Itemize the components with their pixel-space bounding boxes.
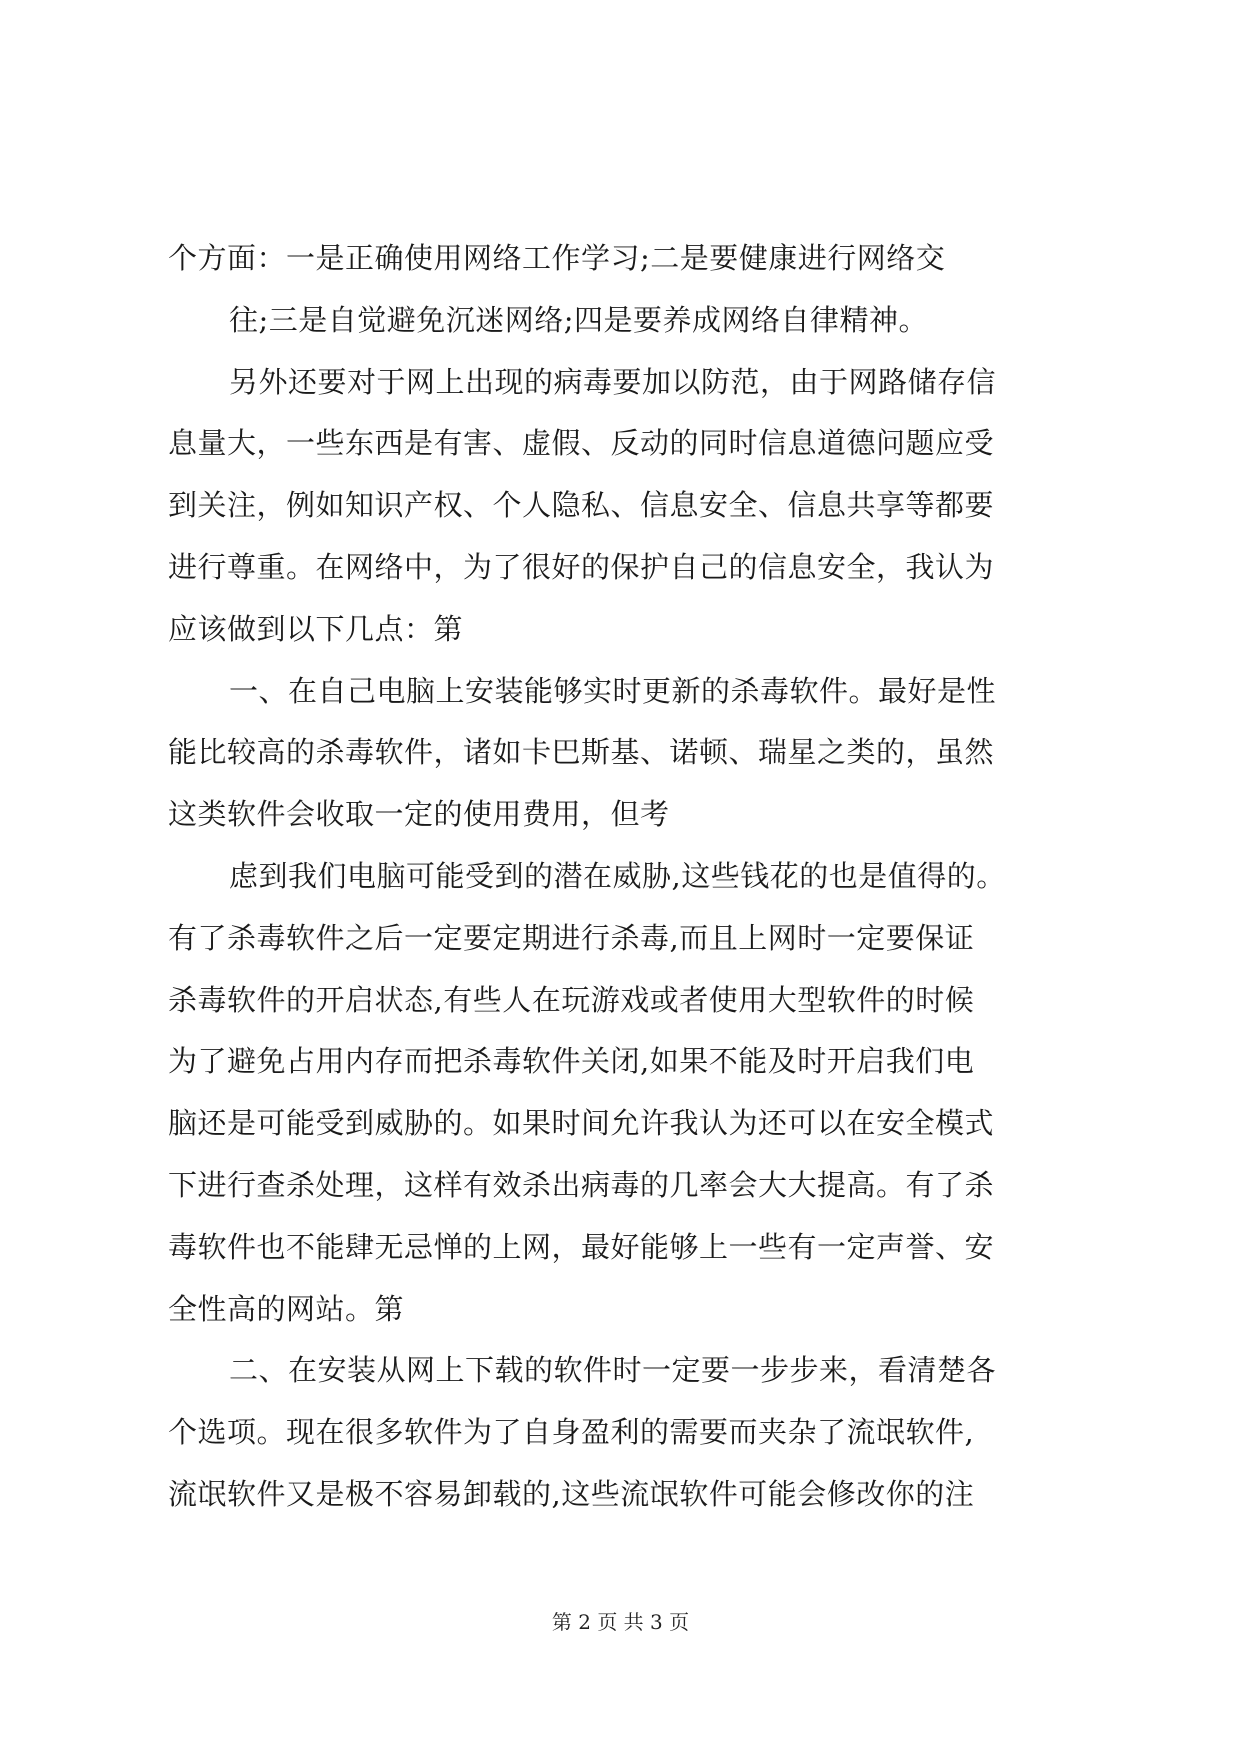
text-line: 一、在自己电脑上安装能够实时更新的杀毒软件。最好是性	[229, 673, 997, 708]
text-line: 杀毒软件的开启状态,有些人在玩游戏或者使用大型软件的时候	[168, 982, 975, 1017]
text-line: 另外还要对于网上出现的病毒要加以防范，由于网路储存信	[229, 364, 997, 399]
text-line: 个方面：一是正确使用网络工作学习;二是要健康进行网络交	[168, 241, 946, 275]
text-line: 到关注，例如知识产权、个人隐私、信息安全、信息共享等都要	[168, 488, 995, 523]
text-line: 全性高的网站。第	[168, 1291, 405, 1326]
text-line: 息量大，一些东西是有害、虚假、反动的同时信息道德问题应受	[168, 426, 995, 461]
text-line: 流氓软件又是极不容易卸载的,这些流氓软件可能会修改你的注	[168, 1476, 975, 1511]
text-line: 脑还是可能受到威胁的。如果时间允许我认为还可以在安全模式	[168, 1106, 995, 1141]
body-text	[168, 228, 1088, 1526]
text-line: 进行尊重。在网络中，为了很好的保护自己的信息安全，我认为	[168, 549, 995, 584]
text-line: 往;三是自觉避免沉迷网络;四是要养成网络自律精神。	[229, 302, 929, 337]
text-line: 虑到我们电脑可能受到的潜在威胁,这些钱花的也是值得的。	[229, 858, 1006, 893]
page-footer: 第 2 页 共 3 页	[551, 1610, 690, 1634]
text-line: 这类软件会收取一定的使用费用，但考	[168, 797, 670, 832]
text-line: 有了杀毒软件之后一定要定期进行杀毒,而且上网时一定要保证	[168, 920, 975, 955]
text-line: 为了避免占用内存而把杀毒软件关闭,如果不能及时开启我们电	[168, 1044, 975, 1079]
text-line: 应该做到以下几点：第	[168, 611, 464, 646]
text-line: 毒软件也不能肆无忌惮的上网，最好能够上一些有一定声誉、安	[168, 1229, 995, 1264]
text-line: 个选项。现在很多软件为了自身盈利的需要而夹杂了流氓软件,	[168, 1415, 975, 1450]
text-line: 能比较高的杀毒软件，诸如卡巴斯基、诺顿、瑞星之类的，虽然	[168, 735, 995, 770]
text-line: 二、在安装从网上下载的软件时一定要一步步来，看清楚各	[229, 1353, 997, 1388]
text-line: 下进行查杀处理，这样有效杀出病毒的几率会大大提高。有了杀	[168, 1167, 995, 1202]
